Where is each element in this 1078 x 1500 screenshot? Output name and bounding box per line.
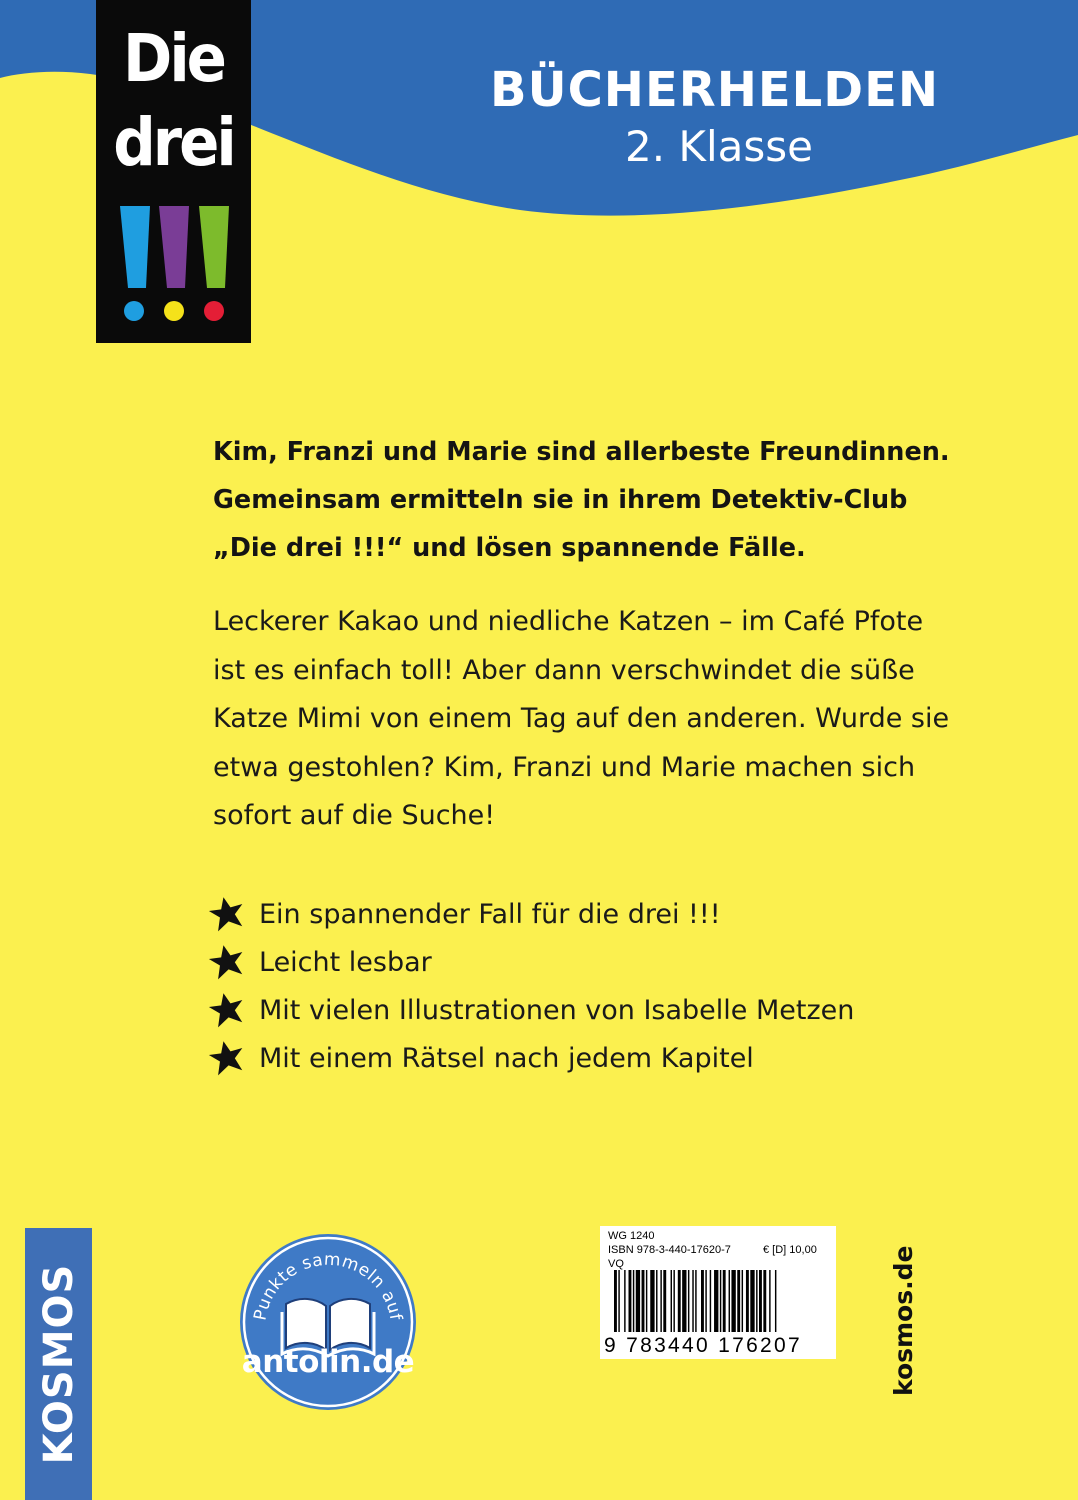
publisher-name: KOSMOS xyxy=(35,1263,82,1465)
barcode-bar xyxy=(642,1270,645,1332)
barcode-bar xyxy=(614,1270,617,1332)
intro-text xyxy=(213,428,973,572)
barcode-bar xyxy=(769,1270,770,1332)
star-icon xyxy=(208,1039,246,1077)
feature-label: Leicht lesbar xyxy=(259,946,432,978)
logo-word-die: Die xyxy=(123,20,224,97)
feature-list xyxy=(208,890,854,1082)
barcode-bar xyxy=(720,1270,721,1332)
barcode-bar xyxy=(714,1270,718,1332)
story-line: Leckerer Kakao und niedliche Katzen – im Café Pfote xyxy=(213,606,924,637)
feature-item xyxy=(208,986,854,1034)
badge-domain: antolin.de xyxy=(241,1344,415,1380)
die-drei-logo xyxy=(96,0,251,343)
barcode-bar xyxy=(731,1270,735,1332)
star-icon xyxy=(208,943,246,981)
barcode-bar xyxy=(624,1270,625,1332)
story-line: Katze Mimi von einem Tag auf den anderen. Wurde sie xyxy=(213,703,950,734)
website-url: kosmos.de xyxy=(889,1245,918,1396)
barcode-bar xyxy=(763,1270,766,1332)
barcode-bar xyxy=(742,1270,743,1332)
publisher-band xyxy=(25,1228,92,1500)
barcode-bar xyxy=(650,1270,654,1332)
feature-item xyxy=(208,1034,854,1082)
barcode-isbn: ISBN 978-3-440-17620-7 xyxy=(608,1244,731,1256)
barcode-price: € [D] 10,00 xyxy=(763,1244,817,1256)
star-icon xyxy=(208,895,246,933)
barcode-bar xyxy=(629,1270,632,1332)
barcode-bar xyxy=(737,1270,740,1332)
barcode-bar xyxy=(636,1270,640,1332)
barcode-bar xyxy=(682,1270,686,1332)
barcode-bar xyxy=(660,1270,661,1332)
series-grade: 2. Klasse xyxy=(625,122,813,171)
barcode-vq: VQ xyxy=(608,1258,624,1270)
barcode-bar xyxy=(692,1270,693,1332)
intro-line: „Die drei !!!“ und lösen spannende Fälle. xyxy=(213,533,806,563)
barcode-bar xyxy=(701,1270,704,1332)
barcode-bar xyxy=(756,1270,757,1332)
story-line: sofort auf die Suche! xyxy=(213,800,496,831)
barcode-bar xyxy=(633,1270,634,1332)
series-title: BÜCHERHELDEN xyxy=(490,62,940,118)
barcode-wg: WG 1240 xyxy=(608,1230,655,1242)
feature-label: Mit vielen Illustrationen von Isabelle Metzen xyxy=(259,994,855,1026)
barcode-bar xyxy=(688,1270,689,1332)
story-line: etwa gestohlen? Kim, Franzi und Marie machen sich xyxy=(213,751,916,783)
story-text xyxy=(213,598,973,841)
barcode-bar xyxy=(656,1270,657,1332)
barcode-bar xyxy=(618,1270,619,1332)
antolin-badge xyxy=(238,1232,418,1412)
barcode-label xyxy=(600,1226,836,1359)
barcode-bar xyxy=(673,1270,674,1332)
logo-word-drei: drei xyxy=(113,104,234,181)
exclamation-marks-icon xyxy=(96,200,251,330)
feature-label: Ein spannender Fall für die drei !!! xyxy=(259,898,721,930)
badge-arc-text: Punkte sammeln auf xyxy=(250,1249,406,1323)
barcode-bar xyxy=(729,1270,730,1332)
intro-line: Gemeinsam ermitteln sie in ihrem Detektiv-Club xyxy=(213,485,908,515)
barcode-bar xyxy=(710,1270,711,1332)
barcode-bar xyxy=(746,1270,749,1332)
barcode-bar xyxy=(663,1270,666,1332)
feature-item xyxy=(208,890,854,938)
story-line: ist es einfach toll! Aber dann verschwindet die süße xyxy=(213,654,915,686)
star-icon xyxy=(208,991,246,1029)
barcode-bar xyxy=(646,1270,647,1332)
barcode-bar xyxy=(775,1270,776,1332)
barcode-digits: 9 783440 176207 xyxy=(604,1334,802,1357)
barcode-bar xyxy=(723,1270,726,1332)
barcode-bar xyxy=(678,1270,681,1332)
barcode-bars xyxy=(614,1270,826,1336)
barcode-bar xyxy=(671,1270,672,1332)
intro-line: Kim, Franzi und Marie sind allerbeste Freundinnen. xyxy=(213,437,950,467)
feature-item xyxy=(208,938,854,986)
barcode-bar xyxy=(750,1270,754,1332)
barcode-bar xyxy=(759,1270,762,1332)
barcode-bar xyxy=(705,1270,706,1332)
feature-label: Mit einem Rätsel nach jedem Kapitel xyxy=(259,1042,754,1074)
barcode-bar xyxy=(695,1270,696,1332)
